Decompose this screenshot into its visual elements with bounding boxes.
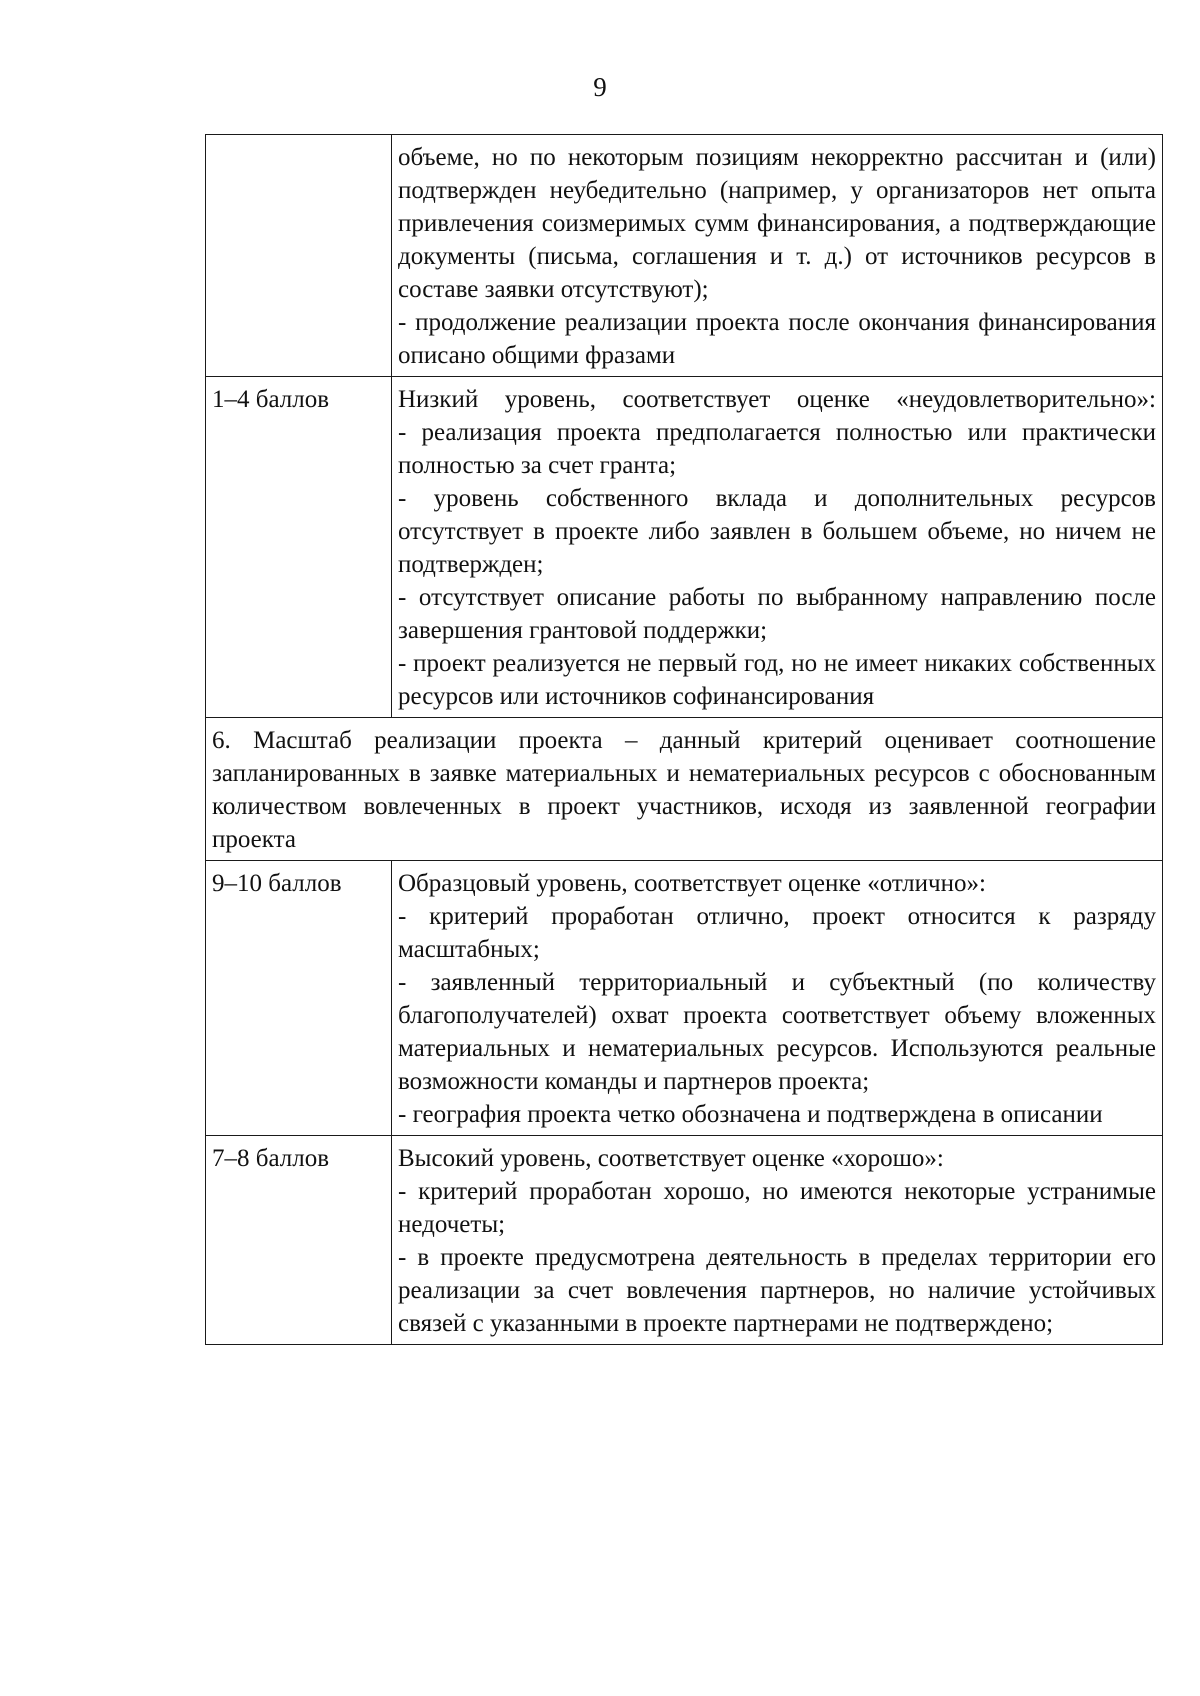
description-line: - география проекта четко обозначена и подтверждена в описании — [398, 1101, 1103, 1128]
description-line: - критерий проработан хорошо, но имеются некоторые устранимые недочеты; — [398, 1178, 1156, 1238]
description-cell — [392, 861, 1163, 1136]
table-row — [206, 1136, 1163, 1345]
description-cell — [392, 135, 1163, 377]
table-row — [206, 861, 1163, 1136]
score-cell: 7–8 баллов — [206, 1136, 392, 1345]
description-line: Образцовый уровень, соответствует оценке «отлично»: — [398, 870, 986, 897]
description-line: - реализация проекта предполагается полностью или практически полностью за счет гранта; — [398, 419, 1156, 479]
criteria-table — [205, 134, 1163, 1345]
description-cell — [392, 1136, 1163, 1345]
description-line: Низкий уровень, соответствует оценке «неудовлетворительно»: — [398, 386, 1156, 413]
description-line: - заявленный территориальный и субъектный (по количеству благополучателей) охват проекта соответствует объему вложенных материальных и нематериальных ресурсов. Используются реальные возможности команды и партнеров проекта; — [398, 969, 1156, 1095]
description-line: - уровень собственного вклада и дополнительных ресурсов отсутствует в проекте либо заявлен в большем объеме, но ничем не подтвержден; — [398, 485, 1156, 578]
description-line: - проект реализуется не первый год, но не имеет никаких собственных ресурсов или источников софинансирования — [398, 650, 1156, 710]
table-row — [206, 135, 1163, 377]
description-line: - отсутствует описание работы по выбранному направлению после завершения грантовой поддержки; — [398, 584, 1156, 644]
description-line: Высокий уровень, соответствует оценке «хорошо»: — [398, 1145, 944, 1172]
score-cell: 1–4 баллов — [206, 377, 392, 718]
table-row — [206, 377, 1163, 718]
page-number: 9 — [593, 72, 607, 102]
criterion-cell — [206, 718, 1163, 861]
criterion-row — [206, 718, 1163, 861]
description-line: - продолжение реализации проекта после окончания финансирования описано общими фразами — [398, 309, 1156, 369]
score-cell: 9–10 баллов — [206, 861, 392, 1136]
description-cell — [392, 377, 1163, 718]
score-cell — [206, 135, 392, 377]
description-line: объеме, но по некоторым позициям некорректно рассчитан и (или) подтвержден неубедительно (например, у организаторов нет опыта привлечения соизмеримых сумм финансирования, а подтверждающие документы (письма, соглашения и т. д.) от источников ресурсов в составе заявки отсутствуют); — [398, 144, 1156, 303]
criterion-text: 6. Масштаб реализации проекта – данный критерий оценивает соотношение запланированных в заявке материальных и нематериальных ресурсов с обоснованным количеством вовлеченных в проект участников, исходя из заявленной географии проекта — [212, 727, 1156, 853]
description-line: - в проекте предусмотрена деятельность в пределах территории его реализации за счет вовлечения партнеров, но наличие устойчивых связей с указанными в проекте партнерами не подтверждено; — [398, 1244, 1156, 1337]
description-line: - критерий проработан отлично, проект относится к разряду масштабных; — [398, 903, 1156, 963]
